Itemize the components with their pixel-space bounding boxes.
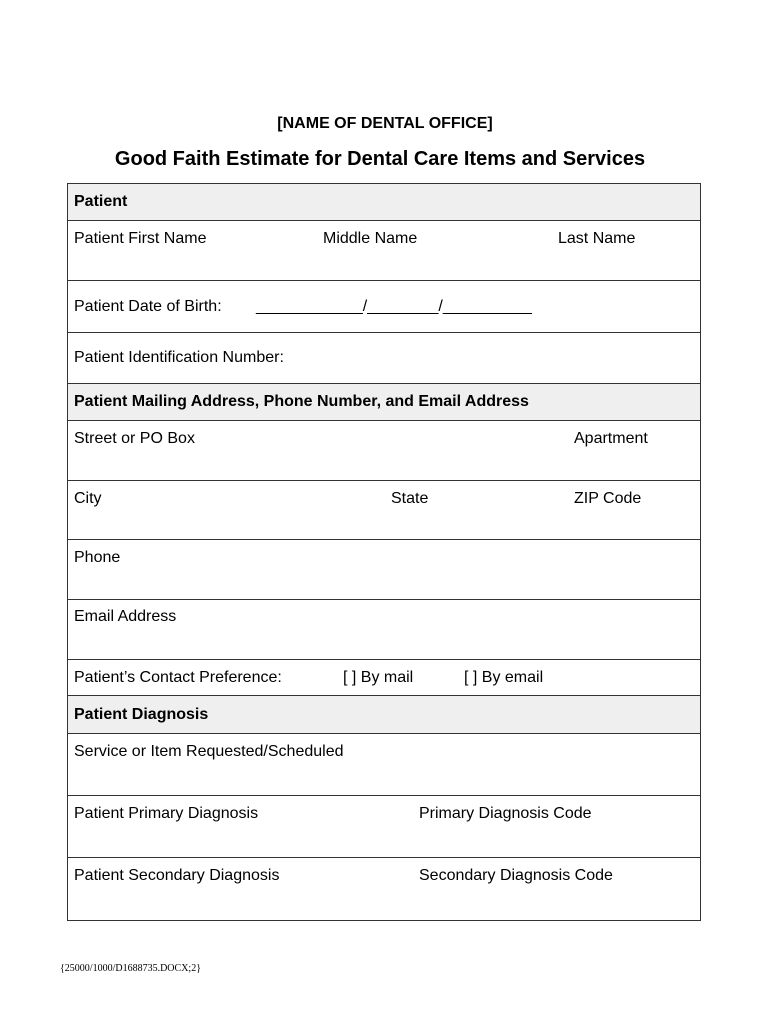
document-id: {25000/1000/D1688735.DOCX;2}	[60, 963, 201, 974]
email-label: Email Address	[74, 608, 177, 625]
dob-blank[interactable]: ____________/________/__________	[256, 298, 532, 315]
contact-preference-row	[68, 660, 700, 696]
dob-row[interactable]	[68, 281, 700, 333]
patient-section-label: Patient	[74, 193, 128, 210]
patient-name-row[interactable]	[68, 221, 700, 281]
primary-diagnosis-row[interactable]	[68, 796, 700, 858]
estimate-form	[67, 183, 701, 921]
office-name: [NAME OF DENTAL OFFICE]	[277, 115, 493, 132]
phone-label: Phone	[74, 549, 121, 566]
by-email-checkbox[interactable]: [ ] By email	[464, 669, 544, 686]
primary-diagnosis-label: Patient Primary Diagnosis	[74, 805, 259, 822]
dob-label: Patient Date of Birth:	[74, 298, 222, 315]
address-section-header	[68, 384, 700, 421]
service-row[interactable]	[68, 734, 700, 796]
by-mail-checkbox[interactable]: [ ] By mail	[343, 669, 414, 686]
secondary-diagnosis-row[interactable]	[68, 858, 700, 920]
street-row[interactable]	[68, 421, 700, 481]
city-row[interactable]	[68, 481, 700, 540]
secondary-diagnosis-code-label: Secondary Diagnosis Code	[419, 867, 613, 884]
patient-id-label: Patient Identification Number:	[74, 349, 284, 366]
form-title: Good Faith Estimate for Dental Care Items and Services	[114, 148, 646, 170]
secondary-diagnosis-label: Patient Secondary Diagnosis	[74, 867, 280, 884]
email-row[interactable]	[68, 600, 700, 660]
last-name-label: Last Name	[558, 230, 636, 247]
street-label: Street or PO Box	[74, 430, 195, 447]
zip-label: ZIP Code	[574, 490, 642, 507]
city-label: City	[74, 490, 102, 507]
primary-diagnosis-code-label: Primary Diagnosis Code	[419, 805, 592, 822]
apartment-label: Apartment	[574, 430, 648, 447]
diagnosis-section-label: Patient Diagnosis	[74, 706, 209, 723]
contact-preference-label: Patient’s Contact Preference:	[74, 669, 282, 686]
state-label: State	[391, 490, 429, 507]
patient-section-header	[68, 184, 700, 221]
patient-id-row[interactable]	[68, 333, 700, 384]
first-name-label: Patient First Name	[74, 230, 207, 247]
diagnosis-section-header	[68, 696, 700, 734]
phone-row[interactable]	[68, 540, 700, 600]
address-section-label: Patient Mailing Address, Phone Number, and Email Address	[74, 393, 529, 410]
middle-name-label: Middle Name	[323, 230, 418, 247]
service-label: Service or Item Requested/Scheduled	[74, 743, 344, 760]
